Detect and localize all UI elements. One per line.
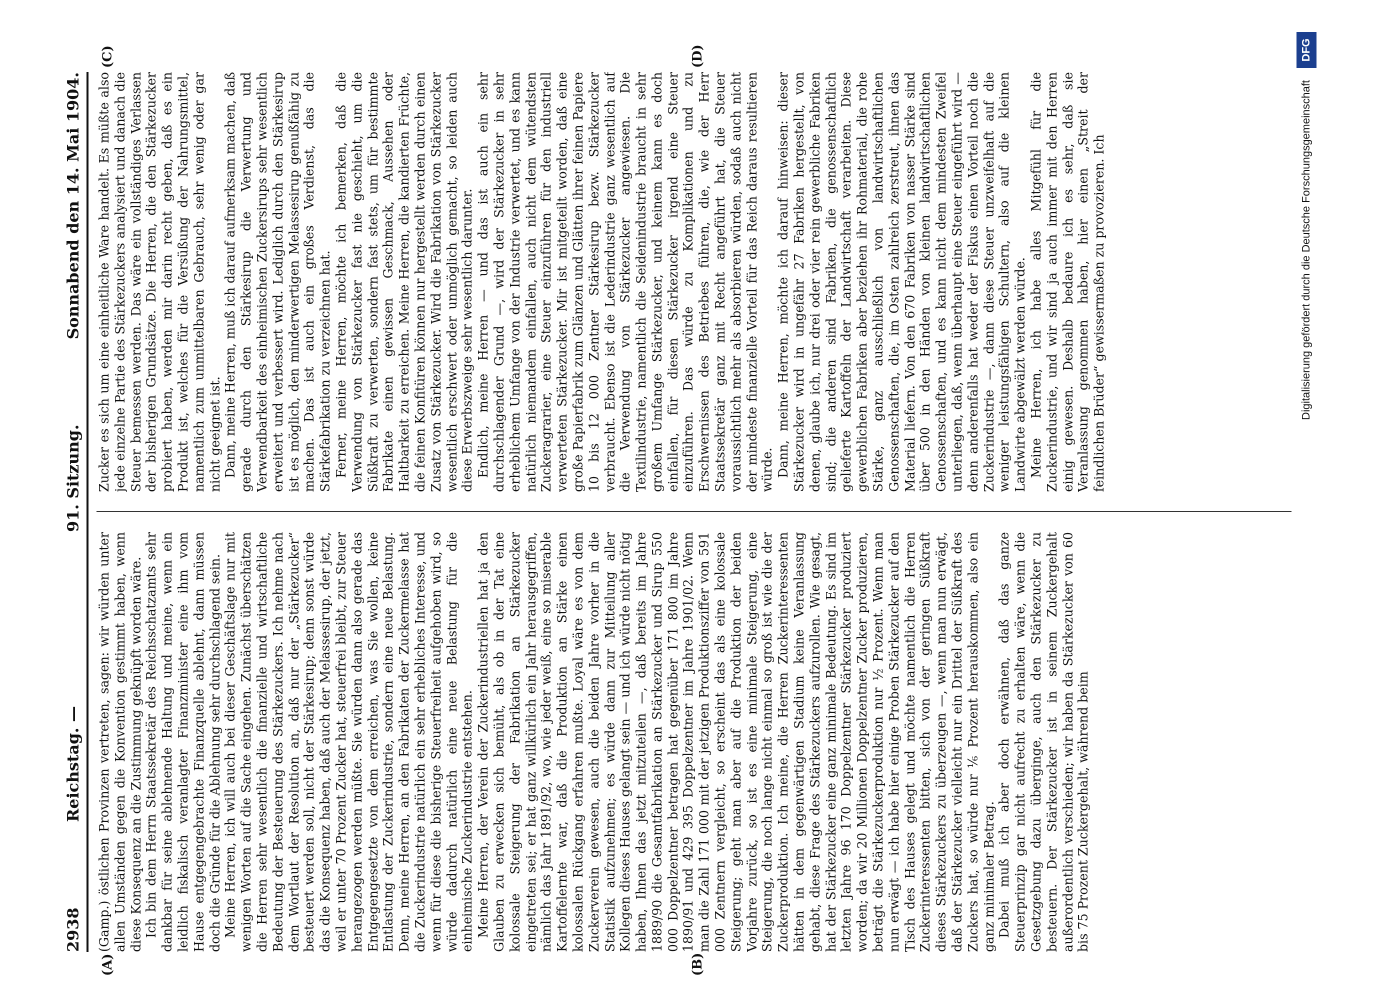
text-columns <box>96 72 1291 952</box>
column-divider <box>96 511 1291 512</box>
margin-letter-a: (A) <box>100 953 115 976</box>
paragraph: Dann, meine Herren, muß ich darauf aufmerksam machen, daß gerade durch den Stärkesirup die Verwertung und Verwendbarkeit des einheimischen Zuckersirups sehr wesentlich erweitert und verbessert wird. Lediglich durch den Stärkesirup ist es möglich, den minderwertigen Melassesirup genußfähig zu machen. Das ist auch ein großes Verdienst, das die Stärkefabrikation zu verzeichnen hat. <box>222 72 333 492</box>
paragraph: Dann, meine Herren, möchte ich darauf hinweisen: dieser Stärkezucker wird in ungefähr 27 Fabriken hergestellt, von denen, glaube ich, nur drei oder vier rein gewerbliche Fabriken sind; die anderen sind Fabriken, die genossenschaftlich gelieferte Kartoffeln der Landwirtschaft verarbeiten. Diese gewerblichen Fabriken aber beziehen ihr Rohmaterial, die rohe Stärke, ganz ausschließlich von landwirtschaftlichen Genossenschaften, die, im Osten zahlreich zerstreut, ihnen das Material liefern. Von den 670 Fabriken von nasser Stärke sind über 500 in den Händen von kleinen landwirtschaftlichen Genossenschaften, und es kann nicht dem mindesten Zweifel unterliegen, daß, wenn überhaupt eine Steuer eingeführt wird — denn anderenfalls hat weder der Fiskus einen Vorteil noch die Zuckerindustrie —, dann diese Steuer unzweifelhaft auf die weniger leistungsfähigen Schultern, also auf die kleinen Landwirte abgewälzt werden würde. <box>775 72 1028 492</box>
digitization-credit: Digitalisierung gefördert durch die Deutsche Forschungsgemeinschaft <box>1300 80 1312 420</box>
right-column <box>96 72 1291 492</box>
dfg-logo: DFG <box>1296 32 1316 68</box>
margin-letter-b: (B) <box>690 952 705 976</box>
paragraph: Dabei muß ich aber doch erwähnen, daß das ganze Steuerprinzip gar nicht aufrecht zu erhalten wäre, wenn die Gesetzgebung dazu überginge, auch den Stärkezucker zu besteuern. Der Stärkezucker ist in seinem Zuckergehalt außerordentlich verschieden; wir haben da Stärkezucker von 60 bis 75 Prozent Zuckergehalt, während beim <box>996 532 1091 952</box>
margin-letter-d: (D) <box>690 44 705 68</box>
left-column <box>96 532 1291 952</box>
header-session: 91. Sitzung. <box>63 424 82 532</box>
paragraph: Ferner, meine Herren, möchte ich bemerken, daß die Verwendung von Stärkezucker fast nie geschieht, um die Süßkraft zu verwerten, sondern fast stets, um für bestimmte Fabrikate einen gewissen Geschmack, Aussehen oder Haltbarkeit zu erreichen. Meine Herren, die kandierten Früchte, die feinen Konfitüren können nur hergestellt werden durch einen Zusatz von Stärkezucker. Wird die Fabrikation von Stärkezucker wesentlich erschwert oder unmöglich gemacht, so leiden auch diese Erwerbszweige sehr wesentlich darunter. <box>332 72 475 492</box>
header-date: Sonnabend den 14. Mai 1904. <box>63 72 82 340</box>
paragraph: Meine Herren, ich will auch bei dieser Geschäftslage nur mit wenigen Worten auf die Sache eingehen. Zunächst überschätzen die Herren sehr wesentlich die finanzielle und wirtschaftliche Bedeutung der Besteuerung des Stärkezuckers. Ich nehme nach dem Wortlaut der Resolution an, daß nur der „Stärkezucker“ besteuert werden soll, nicht der Stärkesirup; denn sonst würde das die Konsequenz haben, daß auch der Melassesirup, der jetzt, weil er unter 70 Prozent Zucker hat, steuerfrei bleibt, zur Steuer herangezogen werden müßte. Sie würden dann also gerade das Entgegengesetzte von dem erreichen, was Sie wollen, keine Entlastung der Zuckerindustrie, sondern eine neue Belastung. Denn, meine Herren, an den Fabrikaten der Zuckermelasse hat die Zuckerindustrie natürlich ein sehr erhebliches Interesse, und wenn für diese die bisherige Steuerfreiheit aufgehoben wird, so würde dadurch natürlich eine neue Belastung für die einheimische Zuckerindustrie entstehen. <box>222 532 475 952</box>
paragraph: (Gamp.) östlichen Provinzen vertreten, sagen: wir würden unter allen Umständen gegen die Konvention gestimmt haben, wenn diese Konsequenz an die Zustimmung geknüpft worden wäre. <box>96 532 143 952</box>
paragraph: Meine Herren, ich habe alles Mitgefühl für die Zuckerindustrie, und wir sind ja auch immer mit den Herren einig gewesen. Deshalb bedaure ich es sehr, daß sie Veranlassung genommen haben, hier einen „Streit der feindlichen Brüder“ gewissermaßen zu provozieren. Ich <box>1028 72 1107 492</box>
page-number: 2938 <box>63 907 82 952</box>
paragraph: Ich bin dem Herrn Staatssekretär des Reichsschatzamts sehr dankbar für seine ablehnende Haltung und meine, wenn ein leidlich fiskalisch veranlagter Finanzminister eine ihm vom Hause entgegengebrachte Finanzquelle ablehnt, dann müssen doch die Gründe für die Ablehnung sehr durchschlagend sein. <box>143 532 222 952</box>
paragraph: Meine Herren, der Verein der Zuckerindustriellen hat ja den Glauben zu erwecken sich bemüht, als ob in der Tat eine kolossale Steigerung der Fabrikation an Stärkezucker eingetreten sei; er hat ganz willkürlich ein Jahr herausgegriffen, nämlich das Jahr 1891/92, wo, wie jeder weiß, eine so miserable Kartoffelernte war, daß die Produktion an Stärke einen kolossalen Rückgang erfahren mußte. Loyal wäre es von dem Zuckerverein gewesen, auch die beiden Jahre vorher in die Statistik aufzunehmen; es würde dann zur Mitteilung aller Kollegen dieses Hauses gelangt sein — und ich würde nicht nötig haben, Ihnen das jetzt mitzuteilen —, daß bereits im Jahre 1889/90 die Gesamtfabrikation an Stärkezucker und Sirup 550 000 Doppelzentner betragen hat gegenüber 171 800 im Jahre 1890/91 und 429 395 Doppelzentner im Jahre 1901/02. Wenn man die Zahl 171 000 mit der jetzigen Produktionsziffer von 591 000 Zentnern vergleicht, so erscheint das als eine kolossale Steigerung; geht man aber auf die Produktion der beiden Vorjahre zurück, so ist es eine minimale Steigerung, eine Steigerung, die noch lange nicht einmal so groß ist wie die der Zuckerproduktion. Ich meine, die Herren Zuckerinteressenten hätten in dem gegenwärtigen Stadium keine Veranlassung gehabt, diese Frage des Stärkezuckers aufzurollen. Wie gesagt, hat der Stärkezucker eine ganz minimale Bedeutung. Es sind im letzten Jahre 96 170 Doppelzentner Stärkezucker produziert worden; da wir 20 Millionen Doppelzentner Zucker produzieren, beträgt die Stärkezuckerproduktion nur ½ Prozent. Wenn man nun erwägt — ich habe hier einige Proben Stärkezucker auf den Tisch des Hauses gelegt und möchte namentlich die Herren Zuckerinteressenten bitten, sich von der geringen Süßkraft dieses Stärkezuckers zu überzeugen —, wenn man nun erwägt, daß der Stärkezucker vielleicht nur ein Drittel der Süßkraft des Zuckers hat, so würde nur ⅙ Prozent herauskommen, also ein ganz minimaler Betrag. <box>475 532 996 952</box>
margin-letter-c: (C) <box>100 45 115 68</box>
header-body-name: Reichstag. — <box>63 705 82 822</box>
paragraph: Zucker es sich um eine einheitliche Ware handelt. Es müßte also jede einzelne Partie des Stärkezuckers analysiert und danach die Steuer bemessen werden. Das wäre ein vollständiges Verlassen der bisherigen Grundsätze. Die Herren, die den Stärkezucker probiert haben, werden mir darin recht geben, daß es ein Produkt ist, welches für die Versüßung der Nahrungsmittel, namentlich zum unmittelbaren Gebrauch, sehr wenig oder gar nicht geeignet ist. <box>96 72 222 492</box>
page-header <box>56 72 88 952</box>
paragraph: Endlich, meine Herren — und das ist auch ein sehr durchschlagender Grund —, wird der Stärkezucker in sehr erheblichem Umfange von der Industrie verwertet, und es kann natürlich niemandem einfallen, auch nicht dem wütendsten Zuckeragrarier, eine Steuer einzuführen für den industriell verwerteten Stärkezucker. Mir ist mitgeteilt worden, daß eine große Papierfabrik zum Glänzen und Glätten ihrer feinen Papiere 10 bis 12 000 Zentner Stärkesirup bezw. Stärkezucker verbraucht. Ebenso ist die Lederindustrie ganz wesentlich auf die Verwendung von Stärkezucker angewiesen. Die Textilindustrie, namentlich die Seidenindustrie braucht in sehr großem Umfange Stärkezucker, und keinem kann es doch einfallen, für diesen Stärkezucker irgend eine Steuer einzuführen. Das würde zu Komplikationen und zu Erschwernissen des Betriebes führen, die, wie der Herr Staatssekretär ganz mit Recht angeführt hat, die Steuer voraussichtlich mehr als absorbieren würden, sodaß auch nicht der mindeste finanzielle Vorteil für das Reich daraus resultieren würde. <box>475 72 775 492</box>
